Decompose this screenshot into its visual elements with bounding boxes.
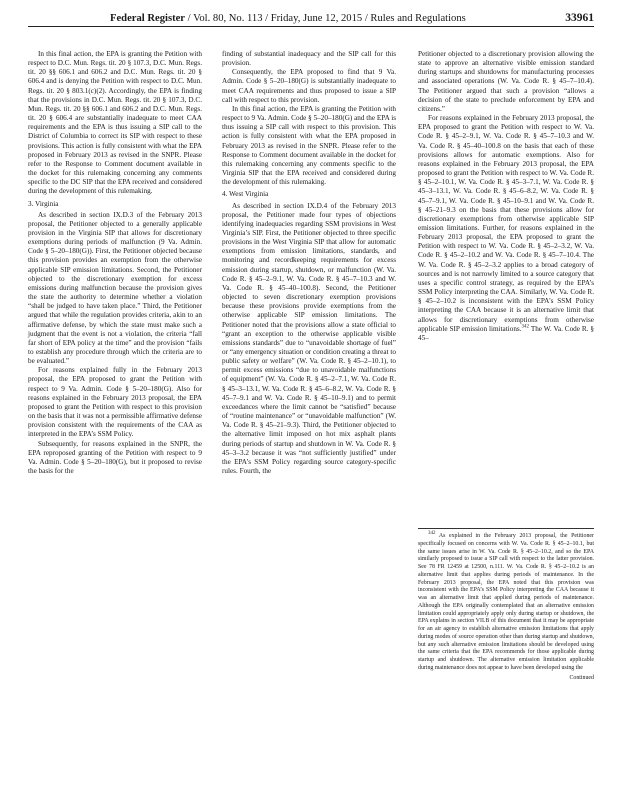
paragraph: In this final action, the EPA is granting the Petition with respect to 9 Va. Admin. Code § 5–20–180(G) and the EPA is thus issuing a SIP call with respect to this provision. This action is fully consistent with what the EPA proposed in February 2013 as revised in the SNPR. Please refer to the Response to Comment document available in the docket for this rulemaking concerning any comments specific to the Virginia SIP that the EPA received and considered during the development of this rulemaking. xyxy=(222,104,396,187)
paragraph: As described in section IX.D.4 of the February 2013 proposal, the Petitioner made four types of objections identifying inadequacies regarding SSM provisions in West Virginia’s SIP. First, the Petitioner objected to three specific provisions in the West Virginia SIP that allow for automatic exemptions from emission limitations, standards, and monitoring and recordkeeping requirements for excess emission during startup, shutdown, or malfunction (W. Va. Code R. § 45–2–9.1, W. Va. Code R. § 45–7–10.3 and W. Va. Code R. § 45–40–100.8). Second, the Petitioner objected to seven discretionary exemption provisions because these provisions provide exemptions from the otherwise applicable SIP emission limitations. The Petitioner noted that the provisions allow a state official to “grant an exception to the otherwise applicable visible emissions standards” due to “unavoidable shortage of fuel” or “any emergency situation or condition creating a threat to public safety or welfare” (W. Va. Code R. § 45–2–10.1), to permit excess emissions “due to unavoidable malfunctions of equipment” (W. Va. Code R. § 45–2–7.1, W. Va. Code R. § 45–3–13.1, W. Va. Code R. § 45–6–8.2, W. Va. Code R. § 45–7–9.1 and W. Va. Code R. § 45–10–9.1) and to permit exceedances where the limit cannot be “satisfied” because of “routine maintenance” or “unavoidable malfunction” (W. Va. Code R. § 45–21–9.3). Third, the Petitioner objected to the alternative limit imposed on hot mix asphalt plants during periods of startup and shutdown in W. Va. Code R. § 45–3–3.2 because it was “not sufficiently justified” under the EPA’s SSM Policy regarding source category-specific rules. Fourth, the xyxy=(222,201,396,476)
column-2 xyxy=(222,50,396,476)
section-heading-virginia: 3. Virginia xyxy=(28,199,59,208)
footnote-number: 342 xyxy=(428,531,436,537)
footnote-reference[interactable]: 342 xyxy=(521,324,530,330)
paragraph: In this final action, the EPA is granting the Petition with respect to D.C. Mun. Regs. tit. 20 § 107.3, D.C. Mun. Regs. tit. 20 §§ 606.1 and 606.2 and D.C. Mun. Regs. tit. 20 § 606.4 and is denying the Petition with respect to D.C. Mun. Regs. tit. 20 § 803.1(c)(2). Accordingly, the EPA is finding that the provisions in D.C. Mun. Regs. tit. 20 § 107.3, D.C. Mun. Regs. tit. 20 §§ 606.1 and 606.2 and D.C. Mun. Regs. tit. 20 § 606.4 are substantially inadequate to meet CAA requirements and the EPA is thus issuing a SIP call to the District of Columbia to correct its SIP with respect to these provisions. This action is fully consistent with what the EPA proposed in February 2013 as revised in the SNPR. Please refer to the Response to Comment document available in the docket for this rulemaking concerning any comments specific to the DC SIP that the EPA received and considered during the development of this rulemaking. xyxy=(28,50,202,196)
paragraph xyxy=(418,114,594,343)
footnote-text xyxy=(418,533,594,673)
paragraph: Petitioner objected to a discretionary provision allowing the state to approve an alternative visible emission standard during startups and shutdowns for manufacturing processes and associated operations (W. Va. Code R. § 45–7–10.4). The Petitioner argued that such a provision “allows a decision of the state to preclude enforcement by EPA and citizens.” xyxy=(418,50,594,113)
paragraph: Subsequently, for reasons explained in the SNPR, the EPA reproposed granting of the Petition with respect to 9 Va. Admin. Code § 5–20–180(G), but it proposed to revise the basis for the xyxy=(28,439,202,476)
page-number: 33961 xyxy=(565,12,594,24)
section-heading-west-virginia: 4. West Virginia xyxy=(222,190,269,199)
paragraph: Consequently, the EPA proposed to find that 9 Va. Admin. Code § 5–20–180(G) is substantially inadequate to meet CAA requirements and thus proposed to issue a SIP call with respect to this provision. xyxy=(222,68,396,104)
page-header xyxy=(28,10,594,27)
paragraph: As described in section IX.D.3 of the February 2013 proposal, the Petitioner objected to a generally applicable provision in the Virginia SIP that allows for discretionary exemptions during periods of malfunction (9 Va. Admin. Code § 5–20–180(G)). First, the Petitioner objected because this provision provides an exemption from the otherwise applicable SIP emission limitations. Second, the Petitioner objected to the discretionary exemption for excess emissions during malfunction because the provision gives the state the authority to determine whether a violation “shall be judged to have taken place.” Third, the Petitioner argued that while the regulation provides criteria, akin to an affirmative defense, by which the state must make such a judgment that the event is not a violation, the criteria “fall far short of EPA policy at the time” and the provision “fails to establish any procedure through which the criteria are to be evaluated.” xyxy=(28,210,202,366)
column-1 xyxy=(28,50,202,476)
footnote xyxy=(418,528,594,682)
publication-name: Federal Register xyxy=(110,13,186,24)
paragraph: finding of substantial inadequacy and the SIP call for this provision. xyxy=(222,50,396,68)
paragraph-text: For reasons explained in the February 2013 proposal, the EPA proposed to grant the Petition with respect to W. Va. Code R. § 45–2–9.1, W. Va. Code R. § 45–7–10.3 and W. Va. Code R. § 45–40–100.8 on the basis that each of these provisions allows for automatic exemptions. Also for reasons explained in the February 2013 proposal, the EPA proposed to grant the Petition with respect to W. Va. Code R. § 45–2–10.1, W. Va. Code R. § 45–3–7.1, W. Va. Code R. § 45–3–13.1, W. Va. Code R. § 45–6–8.2, W. Va. Code R. § 45–7–9.1, W. Va. Code R. § 45–10–9.1 and W. Va. Code R. § 45–21–9.3 on the basis that these provisions allow for discretionary exemptions from otherwise applicable SIP emission limitations. Further, for reasons explained in the February 2013 proposal, the EPA proposed to grant the Petition with respect to W. Va. Code R. § 45–2–3.2, W. Va. Code R. § 45–2–10.2 and W. Va. Code R. § 45–7–10.4. The W. Va. Code R. § 45–2–3.2 applies to a broad category of sources and is not narrowly limited to a source category that uses a specific control strategy, as required by the EPA’s SSM Policy interpreting the CAA. Similarly, W. Va. Code R. § 45–2–10.2 is inconsistent with the EPA’s SSM Policy interpreting the CAA because it is an alternative limit that allows for discretionary exemptions from otherwise applicable SIP emission limitations. xyxy=(418,114,594,333)
column-3 xyxy=(418,50,594,343)
running-head xyxy=(110,12,466,26)
paragraph-text: The W. Va. Code R. § 45– xyxy=(418,324,594,342)
continued-label: Continued xyxy=(569,674,594,681)
issue-meta: / Vol. 80, No. 113 / Friday, June 12, 2015 / Rules and Regulations xyxy=(187,13,466,24)
paragraph: For reasons explained fully in the February 2013 proposal, the EPA proposed to grant the Petition with respect to 9 Va. Admin. Code § 5–20–180(G). Also for reasons explained in the February 2013 proposal, the EPA proposed to grant the Petition with respect to this provision on the basis that it was not a permissible affirmative defense provision consistent with the requirements of the CAA as interpreted in the EPA’s SSM Policy. xyxy=(28,366,202,439)
footnote-body: As explained in the February 2013 proposal, the Petitioner specifically focused on concerns with W. Va. Code R. § 45–2–10.1, but the same issues arise in W. Va. Code R. § 45–2–10.2, and so the EPA similarly proposed to issue a SIP call with respect to the latter provision. See 78 FR 12459 at 12500, n.111. W. Va. Code R. § 45–2–10.2 is an alternative limit that applies during periods of maintenance. In the February 2013 proposal, the EPA noted that this provision was inconsistent with the EPA’s SSM Policy interpreting the CAA because it was an alternative limit that applied during periods of maintenance. Although the EPA originally contemplated that an alternative emission limitation could appropriately apply only during startup or shutdown, the EPA explains in section VII.B of this document that it may be appropriate for an air agency to establish alternative emission limitations that apply during modes of source operation other than during startup and shutdown, but any such alternative emission limitations should be developed using the same criteria that the EPA recommends for those applicable during startup and shutdown. The alternative emission limitation applicable during maintenance does not appear to have been developed using the xyxy=(418,533,594,671)
